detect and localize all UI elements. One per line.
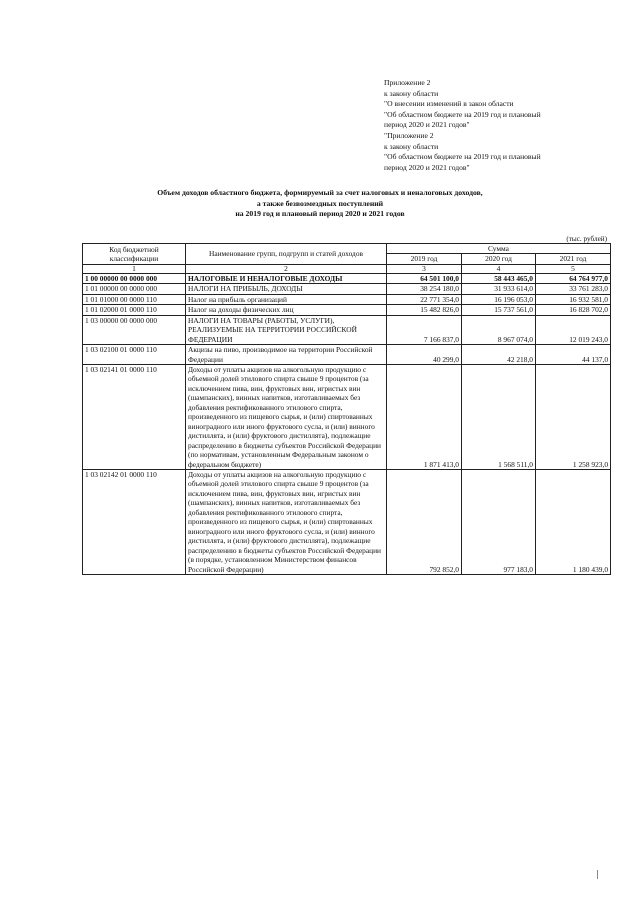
row-value-2021: 16 932 581,0 [536, 294, 611, 304]
table-row [83, 315, 611, 344]
annex-line: Приложение 2 [384, 78, 431, 87]
row-value-2019: 40 299,0 [387, 345, 462, 365]
column-index: 2 [186, 264, 387, 273]
units-label: (тыс. рублей) [566, 235, 607, 243]
row-code: 1 03 02142 01 0000 110 [83, 469, 186, 574]
row-value-2021: 33 761 283,0 [536, 284, 611, 294]
row-value-2020: 1 568 511,0 [462, 364, 536, 469]
row-name: Налог на доходы физических лиц [186, 305, 387, 315]
column-index: 4 [462, 264, 536, 273]
row-name: Доходы от уплаты акцизов на алкогольную продукцию с объемной долей этилового спирта свыше 9 процентов (за исключением пива, вин, фруктовых вин, игристых вин (шампанских), винных напитков, изготавливаемых без добавления ректификованного этилового спирта, произведенного из пищевого сырья, и (или) спиртованных виноградного или иного фруктового сусла, и (или) винного дистиллята, и (или) фруктового дистиллята), подлежащие распределению в бюджеты субъектов Российской Федерации (по нормативам, установленным Федеральным законом о федеральном бюджете) [186, 364, 387, 469]
title-line: а также безвозмездных поступлений [256, 198, 384, 208]
header-sum: Сумма [387, 244, 611, 254]
header-year-2019: 2019 год [387, 254, 462, 264]
table-row [83, 469, 611, 574]
annex-note [384, 78, 541, 173]
row-code: 1 03 02100 01 0000 110 [83, 345, 186, 365]
table-row [83, 364, 611, 469]
row-value-2021: 16 828 702,0 [536, 305, 611, 315]
annex-line: период 2020 и 2021 годов" [384, 162, 470, 172]
row-value-2019: 7 166 837,0 [387, 315, 462, 344]
row-name: Налог на прибыль организаций [186, 294, 387, 304]
header-name: Наименование групп, подгрупп и статей доходов [186, 244, 387, 265]
header-code: Код бюджетной классификации [83, 244, 186, 265]
table-row [83, 273, 611, 283]
row-name: Акцизы на пиво, производимое на территории Российской Федерации [186, 345, 387, 365]
row-value-2021: 44 137,0 [536, 345, 611, 365]
row-value-2020: 31 933 614,0 [462, 284, 536, 294]
row-value-2019: 22 771 354,0 [387, 294, 462, 304]
table-row [83, 345, 611, 365]
row-value-2020: 58 443 465,0 [462, 273, 536, 283]
column-index: 5 [536, 264, 611, 273]
annex-line: "О внесении изменений в закон области [384, 99, 514, 109]
annex-line: "Приложение 2 [384, 130, 434, 140]
row-value-2021: 64 764 977,0 [536, 273, 611, 283]
column-index: 3 [387, 264, 462, 273]
row-value-2020: 15 737 561,0 [462, 305, 536, 315]
row-value-2020: 977 183,0 [462, 469, 536, 574]
revenue-table [82, 243, 611, 575]
row-value-2019: 64 501 100,0 [387, 273, 462, 283]
annex-line: "Об областном бюджете на 2019 год и плановый [384, 109, 541, 119]
row-name: НАЛОГИ НА ПРИБЫЛЬ, ДОХОДЫ [186, 284, 387, 294]
row-name: Доходы от уплаты акцизов на алкогольную продукцию с объемной долей этилового спирта свыше 9 процентов (за исключением пива, вин, фруктовых вин, игристых вин (шампанских), винных напитков, изготавливаемых без добавления ректификованного этилового спирта, произведенного из пищевого сырья, и (или) спиртованных виноградного или иного фруктового сусла, и (или) винного дистиллята, и (или) фруктового дистиллята), подлежащие распределению в бюджеты субъектов Российской Федерации (в порядке, установленном Министерством финансов Российской Федерации) [186, 469, 387, 574]
row-code: 1 03 00000 00 0000 000 [83, 315, 186, 344]
header-year-2021: 2021 год [536, 254, 611, 264]
row-value-2019: 792 852,0 [387, 469, 462, 574]
row-value-2021: 12 019 243,0 [536, 315, 611, 344]
row-name: НАЛОГОВЫЕ И НЕНАЛОГОВЫЕ ДОХОДЫ [186, 273, 387, 283]
row-value-2021: 1 180 439,0 [536, 469, 611, 574]
document-title [100, 188, 540, 220]
title-line: на 2019 год и плановый период 2020 и 2021 годов [235, 209, 405, 218]
annex-line: "Об областном бюджете на 2019 год и плановый [384, 152, 541, 162]
row-code: 1 03 02141 01 0000 110 [83, 364, 186, 469]
row-value-2019: 38 254 180,0 [387, 284, 462, 294]
row-code: 1 01 00000 00 0000 000 [83, 284, 186, 294]
annex-line: к закону области [384, 141, 439, 151]
row-value-2021: 1 258 923,0 [536, 364, 611, 469]
annex-line: к закону области [384, 88, 439, 98]
row-code: 1 01 01000 00 0000 110 [83, 294, 186, 304]
row-value-2020: 16 196 053,0 [462, 294, 536, 304]
row-value-2019: 1 871 413,0 [387, 364, 462, 469]
row-value-2020: 42 218,0 [462, 345, 536, 365]
table-row [83, 305, 611, 315]
row-name: НАЛОГИ НА ТОВАРЫ (РАБОТЫ, УСЛУГИ), РЕАЛИЗУЕМЫЕ НА ТЕРРИТОРИИ РОССИЙСКОЙ ФЕДЕРАЦИИ [186, 315, 387, 344]
scan-mark [597, 870, 598, 879]
annex-line: период 2020 и 2021 годов" [384, 120, 470, 130]
header-year-2020: 2020 год [462, 254, 536, 264]
row-code: 1 00 00000 00 0000 000 [83, 273, 186, 283]
table-row [83, 294, 611, 304]
row-code: 1 01 02000 01 0000 110 [83, 305, 186, 315]
title-line: Объем доходов областного бюджета, формируемый за счет налоговых и неналоговых доходов, [157, 188, 483, 197]
column-index: 1 [83, 264, 186, 273]
row-value-2020: 8 967 074,0 [462, 315, 536, 344]
row-value-2019: 15 482 826,0 [387, 305, 462, 315]
table-row [83, 284, 611, 294]
